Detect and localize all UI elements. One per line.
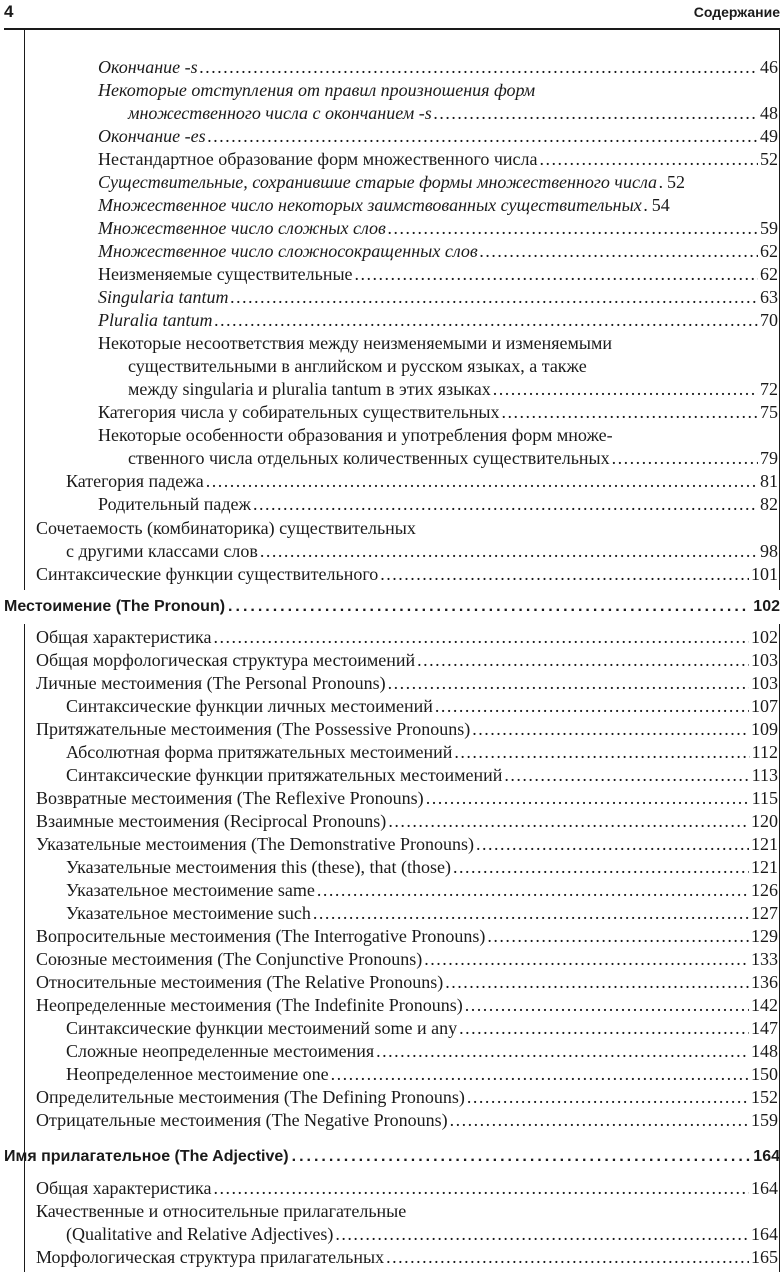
- toc-entry[interactable]: [98, 494, 778, 517]
- toc-entry[interactable]: [128, 448, 778, 471]
- toc-entry-title: Синтаксические функции существительного: [36, 564, 379, 584]
- toc-entry[interactable]: [36, 949, 778, 972]
- running-head-title: Содержание: [693, 4, 780, 20]
- toc-entry[interactable]: [36, 564, 778, 587]
- toc-entry-title: Множественное число некоторых заимствованных существительных: [98, 195, 642, 215]
- toc-entry[interactable]: [36, 1247, 778, 1270]
- toc-entry-title: Союзные местоимения (The Conjunctive Pronouns): [36, 949, 423, 969]
- toc-entry-title: Singularia tantum: [98, 287, 229, 307]
- dot-leader: [317, 880, 749, 901]
- chapter-heading-pronoun[interactable]: [4, 598, 780, 622]
- toc-entry[interactable]: [36, 627, 778, 650]
- chapter-page: 164: [753, 1148, 780, 1165]
- toc-entry-page: 165: [751, 1247, 778, 1267]
- toc-entry-page: 79: [760, 448, 778, 468]
- toc-entry[interactable]: [36, 972, 778, 995]
- toc-entry-page: 81: [760, 471, 778, 491]
- dot-leader: [659, 172, 665, 193]
- toc-entry[interactable]: [36, 719, 778, 742]
- toc-entry-page: 59: [760, 218, 778, 238]
- dot-leader: [292, 1148, 751, 1166]
- toc-entry[interactable]: [98, 126, 778, 149]
- toc-entry-page: 107: [751, 696, 778, 716]
- toc-entry-page: 148: [751, 1041, 778, 1061]
- toc-entry[interactable]: [98, 402, 778, 425]
- toc-entry-page: 75: [760, 402, 778, 422]
- chapter-title: Имя прилагательное (The Adjective): [4, 1148, 289, 1165]
- toc-entry-page: 164: [751, 1224, 778, 1244]
- dot-leader: [200, 57, 758, 78]
- toc-entry-page: 49: [760, 126, 778, 146]
- toc-entry[interactable]: [98, 172, 778, 195]
- dot-leader: [380, 564, 749, 585]
- dot-leader: [435, 696, 749, 717]
- toc-entry-title: Указательное местоимение such: [66, 903, 311, 923]
- toc-entry[interactable]: [128, 379, 778, 402]
- dot-leader: [540, 149, 759, 170]
- toc-entry-title: Неопределенные местоимения (The Indefinite Pronouns): [36, 995, 463, 1015]
- toc-entry-page: 52: [760, 149, 778, 169]
- dot-leader: [476, 834, 749, 855]
- dot-leader: [487, 926, 749, 947]
- toc-entry-page: 98: [760, 541, 778, 561]
- toc-entry-title: Неизменяемые существительные: [98, 264, 353, 284]
- toc-entry-title: Множественное число сложносокращенных слов: [98, 241, 478, 261]
- dot-leader: [502, 402, 758, 423]
- dot-leader: [417, 650, 749, 671]
- toc-entry[interactable]: [66, 1064, 778, 1087]
- dot-leader: [335, 1224, 749, 1245]
- toc-entry-page: 150: [751, 1064, 778, 1084]
- toc-entry[interactable]: [98, 287, 778, 310]
- toc-entry-title: Окончание -s: [98, 57, 198, 77]
- toc-entry[interactable]: [66, 880, 778, 903]
- toc-entry-title: Категория падежа: [66, 471, 204, 491]
- dot-leader: [467, 1087, 749, 1108]
- toc-entry-title: Отрицательные местоимения (The Negative Pronouns): [36, 1110, 448, 1130]
- toc-entry[interactable]: [66, 1041, 778, 1064]
- dot-leader: [472, 719, 749, 740]
- toc-entry[interactable]: [66, 541, 778, 564]
- toc-entry-title: Морфологическая структура прилагательных: [36, 1247, 385, 1267]
- dot-leader: [213, 1178, 749, 1199]
- toc-entry-title: с другими классами слов: [66, 541, 258, 561]
- toc-entry-page: 136: [751, 972, 778, 992]
- toc-entry[interactable]: [66, 765, 778, 788]
- toc-entry[interactable]: [66, 471, 778, 494]
- dot-leader: [480, 241, 758, 262]
- dot-leader: [445, 972, 749, 993]
- toc-entry-page: 62: [760, 264, 778, 284]
- toc-entry-page: 103: [751, 673, 778, 693]
- dot-leader: [228, 598, 750, 616]
- toc-entry-title: Неопределенное местоимение one: [66, 1064, 329, 1084]
- toc-entry-page: 112: [751, 742, 778, 762]
- dot-leader: [208, 126, 758, 147]
- toc-entry-title: Личные местоимения (The Personal Pronouns): [36, 673, 386, 693]
- toc-entry-page: 82: [760, 494, 778, 514]
- toc-entry-title: Притяжательные местоимения (The Possessive Pronouns): [36, 719, 471, 739]
- toc-entry[interactable]: [36, 834, 778, 857]
- toc-entry[interactable]: [98, 149, 778, 172]
- toc-entry-title: между singularia и pluralia tantum в этих языках: [128, 379, 491, 399]
- toc-entry[interactable]: [66, 1018, 778, 1041]
- toc-entry[interactable]: [66, 696, 778, 719]
- toc-entry-title: Вопросительные местоимения (The Interrogative Pronouns): [36, 926, 486, 946]
- toc-entry-page: 121: [751, 857, 778, 877]
- toc-entry-title: Синтаксические функции местоимений some и any: [66, 1018, 458, 1038]
- toc-entry[interactable]: [128, 103, 778, 126]
- chapter-heading-adjective[interactable]: [4, 1148, 780, 1172]
- dot-leader: [331, 1064, 749, 1085]
- dot-leader: [213, 627, 749, 648]
- dot-leader: [504, 765, 749, 786]
- toc-entry[interactable]: [98, 241, 778, 264]
- toc-entry-title[interactable]: Некоторые несоответствия между неизменяемыми и изменяемыми: [98, 333, 613, 353]
- toc-entry-title: Множественное число сложных слов: [98, 218, 386, 238]
- toc-entry-title: ственного числа отдельных количественных существительных: [128, 448, 610, 468]
- toc-entry-page: 164: [751, 1178, 778, 1198]
- toc-entry-page: 159: [751, 1110, 778, 1130]
- toc-entry-page: 46: [760, 57, 778, 77]
- dot-leader: [313, 903, 749, 924]
- toc-entry-title: Сложные неопределенные местоимения: [66, 1041, 375, 1061]
- toc-entry-page: 54: [651, 195, 670, 215]
- toc-entry-title: Родительный падеж: [98, 494, 251, 514]
- dot-leader: [612, 448, 758, 469]
- toc-entry-page: 147: [751, 1018, 778, 1038]
- chapter-title: Местоимение (The Pronoun): [4, 598, 226, 615]
- toc-entry-title: Возвратные местоимения (The Reflexive Pronouns): [36, 788, 424, 808]
- toc-entry-title: Общая характеристика: [36, 1178, 212, 1198]
- toc-entry[interactable]: [98, 195, 778, 218]
- toc-entry-title[interactable]: Некоторые отступления от правил произношения форм: [98, 80, 536, 100]
- page-number: 4: [4, 2, 14, 21]
- dot-leader: [386, 1247, 749, 1268]
- toc-entry-title: Указательные местоимения this (these), that (those): [66, 857, 451, 877]
- dot-leader: [253, 494, 758, 515]
- toc-entry[interactable]: [36, 995, 778, 1018]
- toc-entry-page: 52: [667, 172, 686, 192]
- toc-entry[interactable]: [98, 264, 778, 287]
- toc-entry-title: Относительные местоимения (The Relative Pronouns): [36, 972, 444, 992]
- toc-entry-title: Категория числа у собирательных существительных: [98, 402, 500, 422]
- dot-leader: [644, 195, 650, 216]
- toc-entry-title: Общая характеристика: [36, 627, 212, 647]
- dot-leader: [453, 857, 749, 878]
- toc-entry[interactable]: [36, 1178, 778, 1201]
- toc-entry-page: 101: [751, 564, 778, 584]
- toc-entry-page: 129: [751, 926, 778, 946]
- toc-entry-title: Pluralia tantum: [98, 310, 213, 330]
- dot-leader: [450, 1110, 749, 1131]
- toc-entry-title: (Qualitative and Relative Adjectives): [66, 1224, 334, 1244]
- toc-entry-title[interactable]: Некоторые особенности образования и употребления форм множе-: [98, 425, 613, 445]
- toc-entry-page: 142: [751, 995, 778, 1015]
- toc-entry-page: 103: [751, 650, 778, 670]
- toc-entry[interactable]: [98, 218, 778, 241]
- toc-entry-title[interactable]: существительными в английском и русском языках, а также: [128, 356, 587, 376]
- toc-entry-page: 63: [760, 287, 778, 307]
- toc-entry[interactable]: [66, 857, 778, 880]
- toc-entry-page: 133: [751, 949, 778, 969]
- toc-entry[interactable]: [98, 310, 778, 333]
- toc-entry-page: 62: [760, 241, 778, 261]
- dot-leader: [459, 1018, 749, 1039]
- dot-leader: [424, 949, 749, 970]
- toc-entry-page: 115: [751, 788, 778, 808]
- toc-entry-title: Указательные местоимения (The Demonstrative Pronouns): [36, 834, 474, 854]
- toc-entry-page: 126: [751, 880, 778, 900]
- dot-leader: [376, 1041, 749, 1062]
- toc-entry-page: 102: [751, 627, 778, 647]
- dot-leader: [465, 995, 749, 1016]
- toc-entry-page: 121: [751, 834, 778, 854]
- toc-entry-page: 72: [760, 379, 778, 399]
- toc-entry-title[interactable]: Сочетаемость (комбинаторика) существительных: [36, 518, 416, 538]
- toc-entry-title: Абсолютная форма притяжательных местоимений: [66, 742, 453, 762]
- toc-entry-page: 70: [760, 310, 778, 330]
- toc-entry[interactable]: [36, 811, 778, 834]
- toc-entry-page: 127: [751, 903, 778, 923]
- dot-leader: [206, 471, 758, 492]
- chapter-page: 102: [753, 598, 780, 615]
- dot-leader: [231, 287, 758, 308]
- toc-entry-title: множественного числа с окончанием -s: [128, 103, 432, 123]
- toc-entry-page: 113: [751, 765, 778, 785]
- toc-entry[interactable]: [36, 788, 778, 811]
- toc-entry[interactable]: [36, 1087, 778, 1110]
- dot-leader: [388, 811, 749, 832]
- toc-entry-title: Синтаксические функции личных местоимений: [66, 696, 433, 716]
- toc-entry[interactable]: [36, 650, 778, 673]
- toc-entry-title[interactable]: Качественные и относительные прилагательные: [36, 1201, 407, 1221]
- toc-entry-page: 48: [760, 103, 778, 123]
- toc-entry[interactable]: [66, 742, 778, 765]
- toc-entry[interactable]: [36, 1110, 778, 1133]
- dot-leader: [260, 541, 758, 562]
- dot-leader: [426, 788, 750, 809]
- toc-entry-title: Синтаксические функции притяжательных местоимений: [66, 765, 503, 785]
- dot-leader: [388, 673, 749, 694]
- toc-entry-title: Общая морфологическая структура местоимений: [36, 650, 416, 670]
- dot-leader: [215, 310, 758, 331]
- dot-leader: [355, 264, 758, 285]
- toc-entry-page: 109: [751, 719, 778, 739]
- toc-entry-title: Окончание -es: [98, 126, 206, 146]
- toc-entry[interactable]: [36, 926, 778, 949]
- dot-leader: [434, 103, 758, 124]
- toc-entry[interactable]: [66, 1224, 778, 1247]
- toc-entry-page: 120: [751, 811, 778, 831]
- dot-leader: [388, 218, 758, 239]
- toc-entry-page: 152: [751, 1087, 778, 1107]
- dot-leader: [454, 742, 749, 763]
- toc-entry-title: Указательное местоимение same: [66, 880, 315, 900]
- toc-entry[interactable]: [98, 57, 778, 80]
- toc-entry[interactable]: [36, 673, 778, 696]
- toc-entry-title: Нестандартное образование форм множественного числа: [98, 149, 538, 169]
- toc-entry-title: Взаимные местоимения (Reciprocal Pronouns): [36, 811, 387, 831]
- toc-entry-title: Определительные местоимения (The Defining Pronouns): [36, 1087, 465, 1107]
- toc-entry-title: Существительные, сохранившие старые формы множественного числа: [98, 172, 658, 192]
- dot-leader: [493, 379, 758, 400]
- toc-entry[interactable]: [66, 903, 778, 926]
